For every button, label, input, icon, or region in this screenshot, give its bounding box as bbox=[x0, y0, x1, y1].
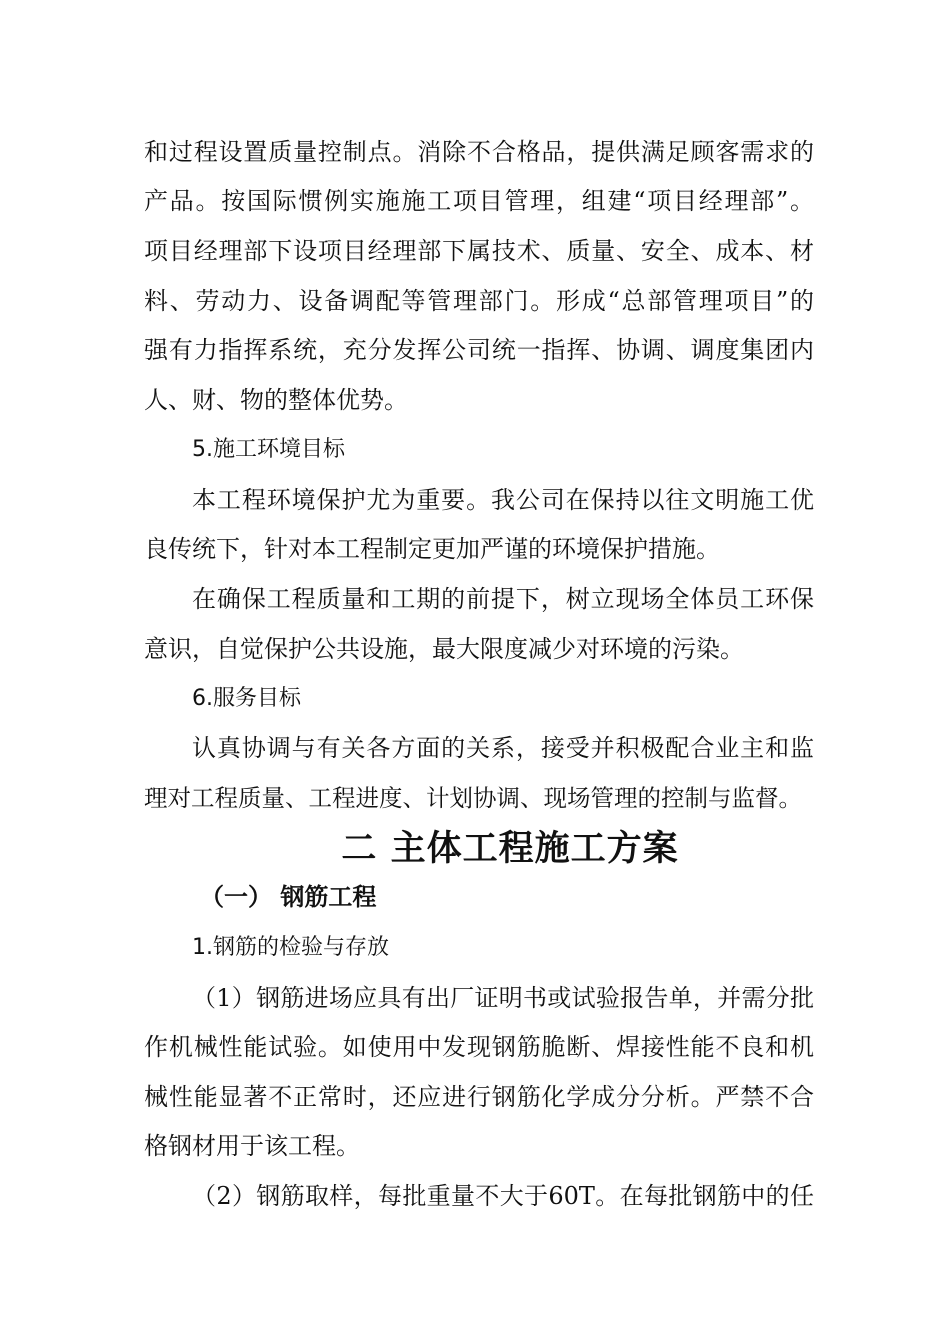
subheading-rebar-inspection: 1.钢筋的检验与存放 bbox=[192, 935, 389, 960]
paragraph-line: （1）钢筋进场应具有出厂证明书或试验报告单，并需分批 bbox=[192, 984, 814, 1012]
subheading-service-goal: 6.服务目标 bbox=[192, 686, 301, 711]
paragraph-line: 本工程环境保护尤为重要。我公司在保持以往文明施工优 bbox=[192, 486, 814, 514]
chapter-title: 二 主体工程施工方案 bbox=[341, 829, 679, 869]
paragraph-line: 意识，自觉保护公共设施，最大限度减少对环境的污染。 bbox=[144, 635, 744, 663]
paragraph-line: 在确保工程质量和工期的前提下，树立现场全体员工环保 bbox=[192, 585, 814, 613]
paragraph-line: 认真协调与有关各方面的关系，接受并积极配合业主和监 bbox=[192, 734, 814, 762]
paragraph-line: 理对工程质量、工程进度、计划协调、现场管理的控制与监督。 bbox=[144, 784, 802, 812]
paragraph-line: 和过程设置质量控制点。消除不合格品，提供满足顾客需求的 bbox=[144, 138, 814, 166]
paragraph-line: 作机械性能试验。如使用中发现钢筋脆断、焊接性能不良和机 bbox=[144, 1033, 814, 1061]
paragraph-line: 械性能显著不正常时，还应进行钢筋化学成分分析。严禁不合 bbox=[144, 1083, 814, 1111]
paragraph-line: 项目经理部下设项目经理部下属技术、质量、安全、成本、材 bbox=[144, 237, 814, 265]
paragraph-line: 产品。按国际惯例实施施工项目管理，组建“项目经理部”。 bbox=[144, 187, 814, 215]
subheading-environment-goal: 5.施工环境目标 bbox=[192, 437, 345, 462]
paragraph-line: 格钢材用于该工程。 bbox=[144, 1132, 360, 1160]
paragraph-line: 人、财、物的整体优势。 bbox=[144, 386, 408, 414]
paragraph-line: 良传统下，针对本工程制定更加严谨的环境保护措施。 bbox=[144, 535, 720, 563]
paragraph-line: 料、劳动力、设备调配等管理部门。形成“总部管理项目”的 bbox=[144, 287, 814, 315]
paragraph-line: （2）钢筋取样，每批重量不大于60T。在每批钢筋中的任 bbox=[192, 1182, 814, 1210]
section-title: （一） 钢筋工程 bbox=[200, 883, 377, 911]
paragraph-line: 强有力指挥系统，充分发挥公司统一指挥、协调、调度集团内 bbox=[144, 336, 814, 364]
